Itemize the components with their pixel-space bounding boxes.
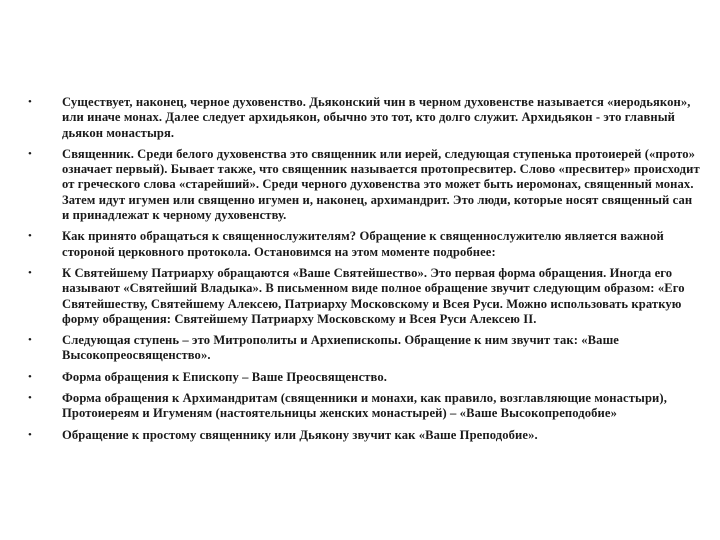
list-item-text: К Святейшему Патриарху обращаются «Ваше Святейшество». Это первая форма обращения. Иногда его называют «Святейший Владыка». В письменном виде полное обращение звучит следующим образом: «Его Святейшеству, Святейшему Алексею, Патриарху Московскому и Всея Руси. Можно использовать краткую форму обращения: Святейшему Патриарху Московскому и Всея Руси Алексею II. bbox=[62, 265, 685, 326]
bullet-icon: • bbox=[28, 266, 32, 279]
bullet-icon: • bbox=[28, 147, 32, 160]
bullet-icon: • bbox=[28, 334, 32, 347]
bullet-icon: • bbox=[28, 392, 32, 405]
list-item bbox=[28, 428, 700, 443]
list-item bbox=[28, 333, 700, 364]
list-item-text: Форма обращения к Епископу – Ваше Преосвященство. bbox=[62, 369, 388, 384]
list-item bbox=[28, 229, 700, 260]
bullet-icon: • bbox=[28, 230, 32, 243]
list-item-text: Форма обращения к Архимандритам (священники и монахи, как правило, возглавляющие монастыри), Протоиереям и Игуменям (настоятельницы женских монастырей) – «Ваше Высокопреподобие» bbox=[62, 391, 667, 421]
list-item-text: Существует, наконец, черное духовенство. Дьяконский чин в черном духовенстве называется «иеродьякон», или иначе монах. Далее следует архидьякон, обычно это тот, кто долго служит. Архидьякон - это главный дьякон монастыря. bbox=[62, 95, 691, 140]
list-item-text: Обращение к простому священнику или Дьякону звучит как «Ваше Преподобие». bbox=[62, 427, 538, 442]
bullet-icon: • bbox=[28, 96, 32, 108]
bullet-icon: • bbox=[28, 370, 32, 383]
list-item bbox=[28, 391, 700, 422]
list-item-text: Священник. Среди белого духовенства это священник или иерей, следующая ступенька протоиерей («прото» означает первый). Бывает также, что священник называется протопресвитер. Слово «пресвитер» происходит от греческого слова «старейший». Среди черного духовенства это может быть иеромонах, священный монах. Затем идут игумен или священно игумен и, наконец, архимандрит. Это люди, которые носят священный сан и принадлежат к черному духовенству. bbox=[62, 146, 700, 223]
list-item bbox=[28, 147, 700, 223]
list-item bbox=[28, 370, 700, 385]
list-item bbox=[28, 95, 700, 141]
list-item-text: Как принято обращаться к священнослужителям? Обращение к священнослужителю является важной стороной церковного протокола. Остановимся на этом моменте подробнее: bbox=[62, 229, 664, 259]
bullet-icon: • bbox=[28, 428, 32, 441]
bullet-list bbox=[28, 95, 700, 449]
list-item-text: Следующая ступень – это Митрополиты и Архиепископы. Обращение к ним звучит так: «Ваше Высокопреосвященство». bbox=[62, 333, 619, 363]
list-item bbox=[28, 266, 700, 327]
